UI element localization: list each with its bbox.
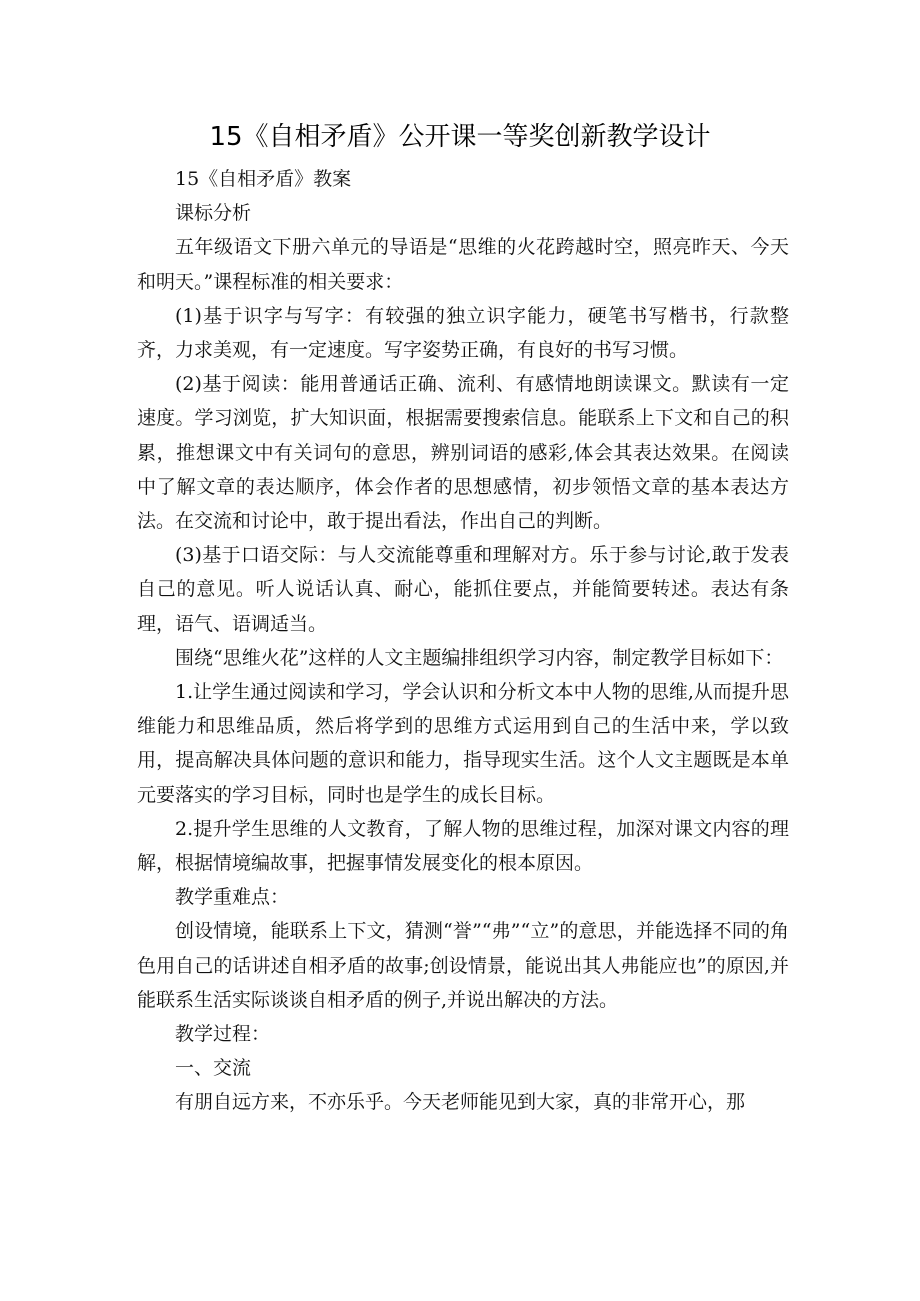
paragraph: (3)基于口语交际：与人交流能尊重和理解对方。乐于参与讨论,敢于发表自己的意见。听人说话认真、耐心，能抓住要点，并能简要转述。表达有条理，语气、语调适当。 — [137, 544, 789, 635]
paragraph: 课标分析 — [175, 202, 252, 225]
paragraph: 五年级语文下册六单元的导语是“思维的火花跨越时空，照亮昨天、今天和明天。”课程标准的相关要求： — [137, 236, 789, 293]
paragraph: 一、交流 — [175, 1057, 252, 1080]
paragraph: 围绕“思维火花”这样的人文主题编排组织学习内容，制定教学目标如下： — [175, 646, 784, 669]
document-body — [137, 162, 789, 1120]
paragraph: 创设情境，能联系上下文，猜测“誉”“弗”“立”的意思，并能选择不同的角色用自己的话讲述自相矛盾的故事;创设情景，能说出其人弗能应也”的原因,并能联系生活实际谈谈自相矛盾的例子,并说出解决的方法。 — [137, 920, 789, 1011]
paragraph: (2)基于阅读：能用普通话正确、流利、有感情地朗读课文。默读有一定速度。学习浏览，扩大知识面，根据需要搜索信息。能联系上下文和自己的积累，推想课文中有关词句的意思，辨别词语的感彩,体会其表达效果。在阅读中了解文章的表达顺序，体会作者的思想感情，初步领悟文章的基本表达方法。在交流和讨论中，敢于提出看法，作出自己的判断。 — [137, 373, 789, 533]
document-title: 15《自相矛盾》公开课一等奖创新教学设计 — [209, 122, 711, 152]
paragraph: 教学过程： — [175, 1023, 271, 1046]
paragraph: 15《自相矛盾》教案 — [175, 168, 352, 190]
paragraph: 有朋自远方来，不亦乐乎。今天老师能见到大家，真的非常开心，那 — [175, 1091, 746, 1114]
paragraph: 1.让学生通过阅读和学习，学会认识和分析文本中人物的思维,从而提升思维能力和思维品质，然后将学到的思维方式运用到自己的生活中来，学以致用，提高解决具体问题的意识和能力，指导现实生活。这个人文主题既是本单元要落实的学习目标，同时也是学生的成长目标。 — [137, 681, 789, 806]
paragraph: 教学重难点： — [175, 886, 290, 909]
paragraph: (1)基于识字与写字：有较强的独立识字能力，硬笔书写楷书，行款整齐，力求美观，有一定速度。写字姿势正确，有良好的书写习惯。 — [137, 304, 789, 362]
paragraph: 2.提升学生思维的人文教育，了解人物的思维过程，加深对课文内容的理解，根据情境编故事，把握事情发展变化的根本原因。 — [137, 817, 789, 875]
